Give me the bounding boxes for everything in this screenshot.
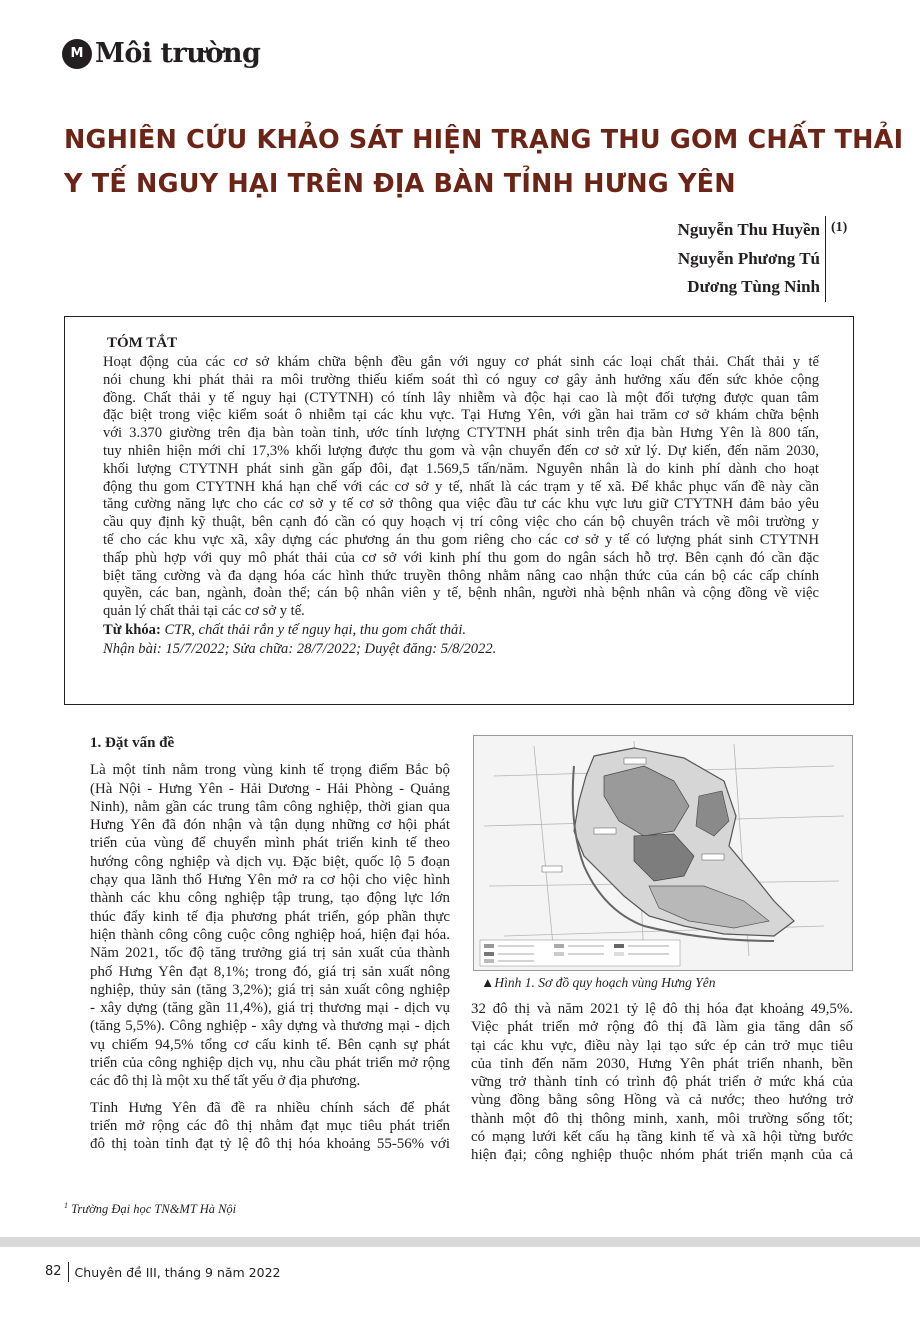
footer-bar (0, 1237, 920, 1247)
text-line: Tỉnh Hưng Yên đã đề ra nhiều chính sách để phát (90, 1099, 450, 1116)
text-line: phố Hưng Yên đạt 8,1%; trong đó, giá trị sản xuất nông (90, 963, 450, 980)
abstract-line: cầu quy định kỹ thuật, bên cạnh đó cần có quy hoạch vị trí công việc cho cán bộ chuyên trách về môi trường y (103, 514, 819, 531)
abstract-line: quyền, các ban, ngành, đoàn thể; cán bộ nhân viên y tế, bệnh nhân, người nhà bệnh nhân và cộng đồng về việc (103, 585, 819, 602)
title-line: Y TẾ NGUY HẠI TRÊN ĐỊA BÀN TỈNH HƯNG YÊN (64, 169, 736, 199)
section-title: 1. Đặt vấn đề (90, 735, 175, 751)
text-line: đô thị toàn tỉnh đạt tỷ lệ đô thị hóa khoảng 55-56% với (90, 1136, 450, 1153)
section-header (62, 38, 260, 69)
affiliation-mark: (1) (831, 220, 848, 235)
body-column-left (90, 734, 450, 1154)
abstract-line: quản lý chất thải tại các cơ sở y tế. (103, 603, 305, 620)
author-name: Dương Tùng Ninh (687, 277, 820, 296)
page-number: 82 (45, 1262, 69, 1282)
planning-map-image (474, 736, 852, 970)
keywords-text: CTR, chất thải rắn y tế nguy hại, thu gom chất thải. (160, 621, 467, 638)
abstract-line: khối lượng CTYTNH phát sinh gần gấp đôi, đạt 1.569,5 tấn/năm. Nguyên nhân là do kinh phí dành cho hoạt (103, 460, 819, 477)
text-line: triển của vùng để chuyển mình phát triển kinh tế theo (90, 835, 450, 852)
text-line: Là một tỉnh nằm trong vùng kinh tế trọng điểm Bắc bộ (90, 762, 450, 779)
text-line: (Hà Nội - Hưng Yên - Hải Dương - Hải Phòng - Quảng (90, 780, 450, 797)
section-badge-icon: M (62, 39, 92, 69)
author-name: Nguyễn Thu Huyền (677, 220, 820, 239)
section-name: Môi trường (95, 38, 261, 69)
author-name: Nguyễn Phương Tú (677, 248, 820, 268)
issue-label: Chuyên đề III, tháng 9 năm 2022 (74, 1264, 281, 1280)
abstract-line: đồng. Chất thải y tế nguy hại (CTYTNH) có tính lây nhiễm và độc hại cao là một đối tượng được quan tâm (103, 389, 819, 406)
text-line: thành các khu công nghiệp tập trung, tạo động lực lớn (90, 890, 450, 907)
abstract-line: nói chung khi phát thải ra môi trường thiếu kiểm soát thì có nguy cơ gây ảnh hưởng xấu đến sức khỏe cộng (103, 371, 819, 388)
paragraph (90, 1099, 450, 1154)
text-line: nghiệp, thủy sản (tăng 3,2%); giá trị sản xuất công nghiệp (90, 981, 450, 998)
abstract-line: thấp phù hợp với quy mô phát thải của cơ sở với kinh phí thu gom do ngân sách hỗ trợ. Bên cạnh đó cần đặc (103, 549, 819, 566)
text-line: có mạng lưới kết cấu hạ tầng kinh tế và xã hội từng bước (471, 1129, 853, 1146)
abstract-line: tuy nhiên hiện mới chỉ 17,3% khối lượng được thu gom và vận chuyển đến cơ sở xử lý. Dự kiến, đến năm 2030, (103, 442, 819, 459)
author-list (678, 216, 826, 302)
text-line: vững trở thành tỉnh có trình độ phát triển ở mức khá của (471, 1074, 853, 1091)
keywords (103, 621, 819, 640)
keywords-label: Từ khóa: (103, 621, 161, 638)
paragraph (90, 761, 450, 1090)
footnote-text: Trường Đại học TN&MT Hà Nội (68, 1202, 237, 1217)
abstract-line: đặc biệt trong việc kiểm soát ô nhiễm tại các khu vực. Tại Hưng Yên, với gần hai trăm cơ sở khám chữa bệnh (103, 407, 819, 424)
abstract-line: động thu gom CTYTNH khá hạn chế với các cơ sở y tế, nhất là các trạm y tế xã. Để khắc phục vấn đề này cần (103, 478, 819, 495)
abstract-line: với 3.370 giường trên địa bàn toàn tỉnh, ước tính lượng CTYTNH phát sinh trên địa bàn Hưng Yên là 800 tấn, (103, 425, 819, 442)
article-title (64, 118, 904, 206)
text-line: triển của công nghiệp dịch vụ, nhu cầu phát triển mở rộng (90, 1055, 450, 1072)
abstract-line: tăng cường năng lực cho các cơ sở y tế cơ sở thông qua việc đầu tư các khu vực lưu giữ CTYTNH đảm bảo yêu (103, 496, 819, 513)
abstract-line: Hoạt động của các cơ sở khám chữa bệnh đều gắn với nguy cơ phát sinh các loại chất thải. Chất thải y tế (103, 354, 819, 370)
text-line: Ninh), nằm gần các trung tâm công nghiệp, thời gian qua (90, 798, 450, 815)
abstract-box (64, 316, 854, 705)
text-line: các đô thị là một xu thế tất yếu ở địa phương. (90, 1073, 361, 1090)
abstract-body (103, 354, 819, 621)
text-line: tại các khu vực, điều này lại tạo sức ép cản trở mục tiêu (471, 1037, 853, 1054)
abstract-heading: TÓM TẮT (107, 335, 178, 351)
abstract-line: biệt tăng cường và đa dạng hóa các hình thức truyền thông nhằm nâng cao nhận thức của cán bộ các cấp chính (103, 567, 819, 584)
text-line: chạy qua lãnh thổ Hưng Yên mở ra cơ hội cho việc hình (90, 872, 450, 889)
text-line: hiện đại; công nghiệp thuộc nhóm phát triển mạnh của cả (471, 1147, 853, 1164)
text-line: triển mở rộng các đô thị nhằm đạt mục tiêu phát triển (90, 1117, 450, 1134)
text-line: vùng đồng bằng sông Hồng và cả nước; theo hướng trở (471, 1092, 853, 1109)
text-line: 32 đô thị và năm 2021 tỷ lệ đô thị hóa đạt khoảng 49,5%. (471, 1001, 853, 1017)
text-line: Năm 2021, tốc độ tăng trưởng giá trị sản xuất của thành (90, 945, 450, 962)
submission-dates: Nhận bài: 15/7/2022; Sửa chữa: 28/7/2022; Duyệt đăng: 5/8/2022. (103, 640, 497, 657)
text-line: Hưng Yên đã đón nhận và tận dụng những cơ hội phát (90, 817, 450, 834)
text-line: vụ chiếm 94,5% tổng cơ cấu kinh tế. Bên cạnh sự phát (90, 1036, 450, 1053)
title-line: NGHIÊN CỨU KHẢO SÁT HIỆN TRẠNG THU GOM CHẤT THẢI (64, 125, 904, 155)
text-line: thành một đô thị thông minh, xanh, môi trường sống tốt; (471, 1110, 853, 1127)
text-line: của tỉnh đến năm 2030, Hưng Yên phát triển nhanh, bền (471, 1055, 853, 1072)
text-line: hiện thành công công cuộc công nghiệp hoá, hiện đại hóa. (90, 926, 450, 943)
body-column-right (471, 1000, 853, 1165)
page-footer (45, 1262, 281, 1282)
footnote (64, 1201, 236, 1217)
abstract-line: tế cho các khu vực xã, xây dựng các phương án thu gom riêng cho các cơ sở y tế có lượng phát sinh CTYTNH (103, 531, 819, 548)
map-figure (473, 735, 853, 971)
text-line: thúc đẩy kinh tế địa phương phát triển, góp phần thực (90, 908, 450, 925)
text-line: (tăng 5,5%). Công nghiệp - xây dựng và thương mại - dịch (90, 1018, 450, 1035)
text-line: - xây dựng (tăng gần 11,4%), giá trị thương mại - dịch vụ (90, 1000, 450, 1017)
footnote-mark: 1 (64, 1201, 68, 1210)
figure-caption: ▲Hình 1. Sơ đồ quy hoạch vùng Hưng Yên (481, 975, 716, 990)
text-line: Việc phát triển mở rộng đô thị đã làm gia tăng dân số (471, 1019, 853, 1036)
text-line: hướng công nghiệp và dịch vụ. Đặc biệt, quốc lộ 5 đoạn (90, 853, 450, 870)
